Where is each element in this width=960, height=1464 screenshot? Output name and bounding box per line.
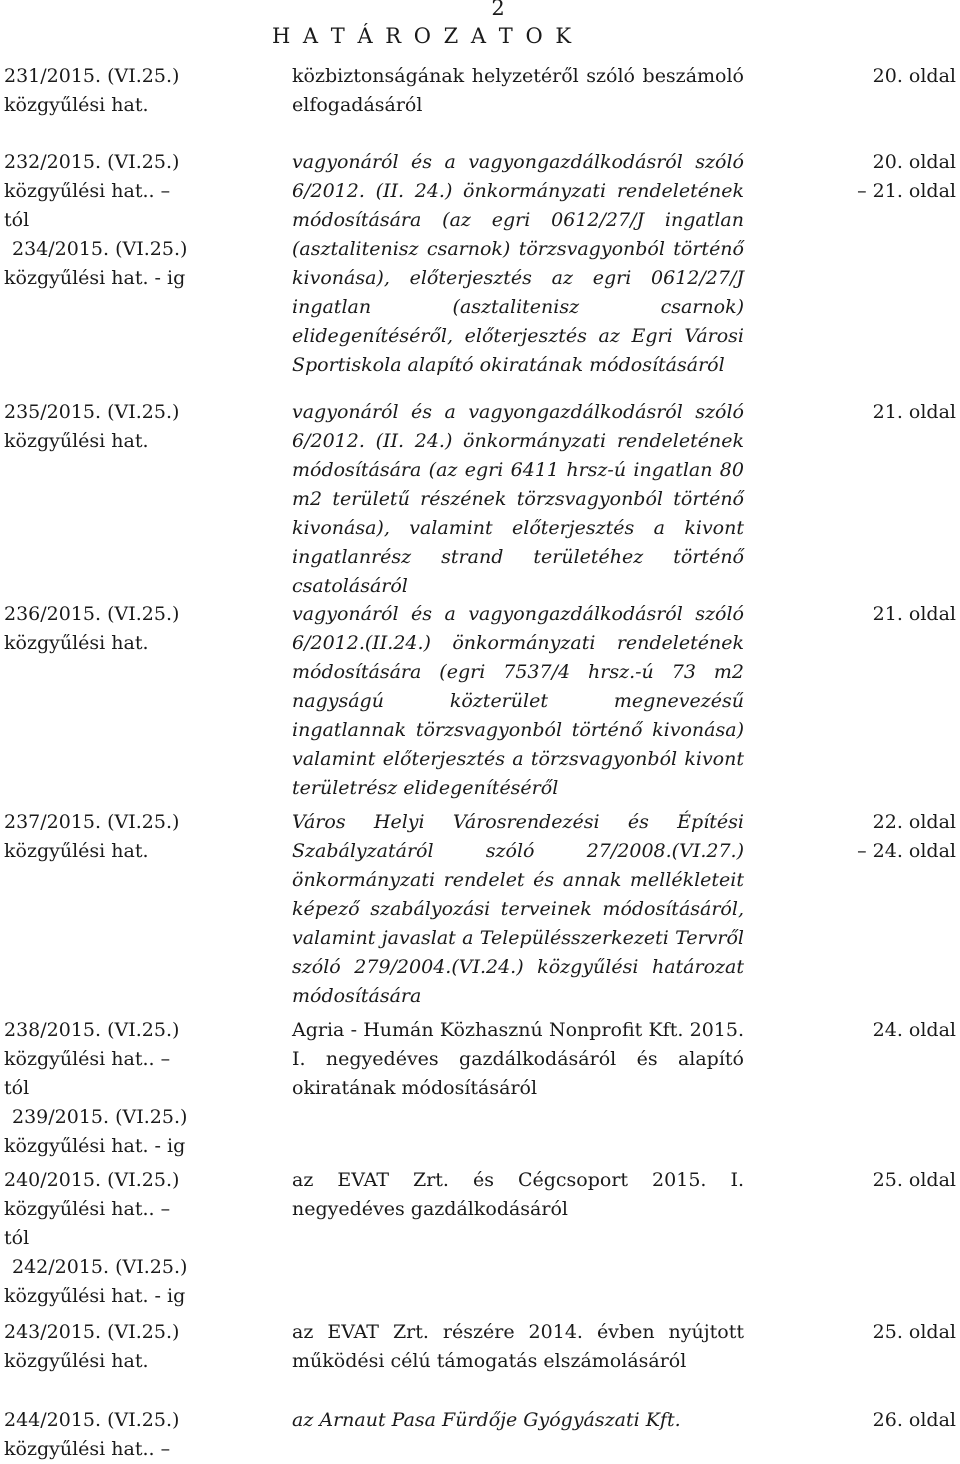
resolution-description: Agria - Humán Közhasznú Nonprofit Kft. 2015. I. negyedéves gazdálkodásáról és alapító okiratának módosításáról [292,1019,744,1099]
resolution-ref [4,1406,214,1464]
resolution-description: Város Helyi Városrendezési és Építési Szabályzatáról szóló 27/2008.(VI.27.) önkormányzati rendelet és annak mellékleteit képező szabályozási terveinek módosításáról, valamint javaslat a Településszerkezeti Tervről szóló 279/2004.(VI.24.) közgyűlési határozat módosítására [292,811,744,1007]
ref-line: közgyűlési hat. [4,94,149,116]
ref-line: közgyűlési hat. - ig [4,1285,186,1307]
ref-line: közgyűlési hat. [4,430,149,452]
resolution-description: az Arnaut Pasa Fürdője Gyógyászati Kft. [292,1409,681,1431]
resolution-description: az EVAT Zrt. és Cégcsoport 2015. I. negyedéves gazdálkodásáról [292,1169,744,1220]
page-reference [786,808,956,866]
ref-line: közgyűlési hat.. – [4,1438,171,1460]
ref-line: 240/2015. (VI.25.) [4,1169,180,1191]
page-ref-line: 22. oldal [872,811,956,833]
ref-line: 242/2015. (VI.25.) [12,1256,188,1278]
page-ref-line: 21. oldal [872,401,956,423]
resolution-ref [4,62,214,120]
resolution-description: vagyonáról és a vagyongazdálkodásról szóló 6/2012. (II. 24.) önkormányzati rendeletének módosítására (az egri 0612/27/J ingatlan (asztalitenisz csarnok) törzsvagyonból történő kivonása), előterjesztés az egri 0612/27/J ingatlan (asztalitenisz csarnok) elidegenítéséről, előterjesztés az Egri Városi Sportiskola alapító okiratának módosításáról [292,151,744,376]
resolution-ref [4,1016,214,1161]
page-ref-line: 25. oldal [872,1169,956,1191]
resolution-description: vagyonáról és a vagyongazdálkodásról szóló 6/2012.(II.24.) önkormányzati rendeletének módosítására (egri 7537/4 hrsz.-ú 73 m2 nagyságú közterület megnevezésű ingatlannak törzsvagyonból történő kivonása) valamint előterjesztés a törzsvagyonból kivont területrész elidegenítéséről [292,603,744,799]
page-ref-line: 20. oldal [872,65,956,87]
ref-line: 239/2015. (VI.25.) [12,1106,188,1128]
ref-line: tól [4,1077,30,1099]
page-reference [786,1318,956,1347]
ref-line: 236/2015. (VI.25.) [4,603,180,625]
page-reference [786,148,956,206]
resolution-ref [4,148,214,293]
page-reference [786,1166,956,1195]
resolution-description: közbiztonságának helyzetéről szóló beszámoló elfogadásáról [292,65,744,116]
ref-line: közgyűlési hat.. – [4,1198,171,1220]
ref-line: 238/2015. (VI.25.) [4,1019,180,1041]
page-ref-line: 25. oldal [872,1321,956,1343]
page-reference [786,600,956,629]
page-reference [786,1016,956,1045]
ref-line: tól [4,1227,30,1249]
ref-line: 232/2015. (VI.25.) [4,151,180,173]
page-ref-line: 20. oldal [872,151,956,173]
ref-line: közgyűlési hat. [4,840,149,862]
resolution-ref [4,1318,214,1376]
page-ref-line: – 21. oldal [857,180,956,202]
resolution-ref [4,1166,214,1311]
ref-line: 235/2015. (VI.25.) [4,401,180,423]
ref-line: 244/2015. (VI.25.) [4,1409,180,1431]
page-reference [786,62,956,91]
ref-line: közgyűlési hat. [4,632,149,654]
page-ref-line: 21. oldal [872,603,956,625]
ref-line: közgyűlési hat. - ig [4,1135,186,1157]
ref-line: tól [4,209,30,231]
page-reference [786,1406,956,1435]
resolution-ref [4,398,214,456]
page-number: 2 [491,0,505,20]
page-ref-line: 26. oldal [872,1409,956,1431]
page-ref-line: – 24. oldal [857,840,956,862]
section-heading: H A T Á R O Z A T O K [271,24,575,48]
resolution-description: az EVAT Zrt. részére 2014. évben nyújtott működési célú támogatás elszámolásáról [292,1321,744,1372]
resolution-description: vagyonáról és a vagyongazdálkodásról szóló 6/2012. (II. 24.) önkormányzati rendeletének módosítására (az egri 6411 hrsz-ú ingatlan 80 m2 területű részének törzsvagyonból történő kivonása), valamint előterjesztés a kivont ingatlanrész strand területéhez történő csatolásáról [292,401,744,597]
ref-line: 231/2015. (VI.25.) [4,65,180,87]
page-reference [786,398,956,427]
ref-line: közgyűlési hat.. – [4,1048,171,1070]
ref-line: 237/2015. (VI.25.) [4,811,180,833]
ref-line: 234/2015. (VI.25.) [12,238,188,260]
ref-line: közgyűlési hat. - ig [4,267,186,289]
resolution-ref [4,808,214,866]
resolution-ref [4,600,214,658]
page-ref-line: 24. oldal [872,1019,956,1041]
ref-line: 243/2015. (VI.25.) [4,1321,180,1343]
ref-line: közgyűlési hat. [4,1350,149,1372]
ref-line: közgyűlési hat.. – [4,180,171,202]
